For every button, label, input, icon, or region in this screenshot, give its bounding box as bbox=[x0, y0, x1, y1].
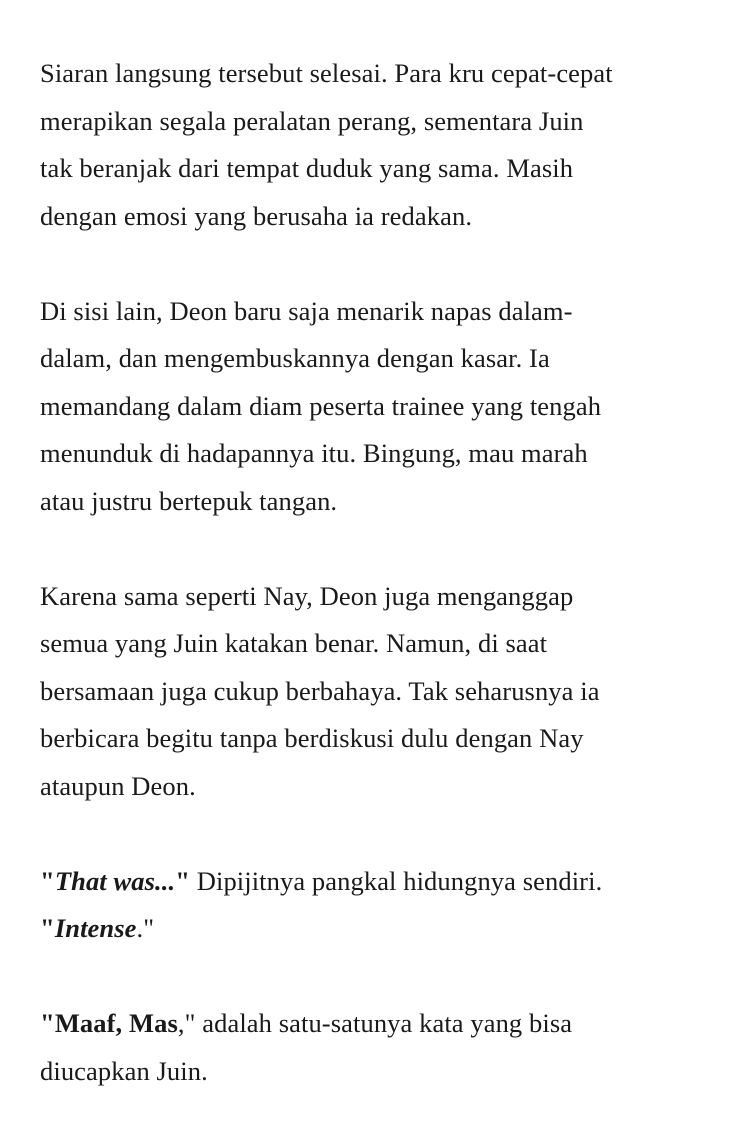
text-line: Di sisi lain, Deon baru saja menarik napas dalam- bbox=[40, 295, 573, 326]
text-line: bersamaan juga cukup berbahaya. Tak seharusnya ia bbox=[40, 675, 600, 706]
dialogue-line bbox=[40, 905, 720, 953]
quote-mark: " bbox=[175, 865, 191, 896]
text-line: diucapkan Juin. bbox=[40, 1055, 208, 1086]
quote-mark: " bbox=[40, 1008, 55, 1038]
text-line: atau justru bertepuk tangan. bbox=[40, 485, 338, 516]
emphasis-text: Intense bbox=[54, 913, 137, 943]
text-line: merapikan segala peralatan perang, sementara Juin bbox=[40, 105, 584, 136]
quote-mark: ." bbox=[136, 913, 155, 943]
text-line: dalam, dan mengembuskannya dengan kasar. Ia bbox=[40, 343, 550, 373]
paragraph-4-dialogue bbox=[40, 858, 720, 953]
text-line: Siaran langsung tersebut selesai. Para kru cepat-cepat bbox=[40, 58, 613, 88]
dialogue-line bbox=[40, 858, 720, 906]
text-line: menunduk di hadapannya itu. Bingung, mau marah bbox=[40, 438, 588, 468]
emphasis-text: That was... bbox=[54, 865, 176, 896]
text-line: Karena sama seperti Nay, Deon juga menganggap bbox=[40, 580, 574, 611]
paragraph-2 bbox=[40, 288, 720, 526]
narration-text: ," adalah satu-satunya kata yang bisa bbox=[177, 1008, 573, 1038]
quote-mark: " bbox=[40, 913, 55, 943]
story-text bbox=[40, 50, 720, 1095]
narration-text: Dipijitnya pangkal hidungnya sendiri. bbox=[190, 865, 603, 896]
text-line: berbicara begitu tanpa berdiskusi dulu dengan Nay bbox=[40, 723, 584, 753]
text-line: ataupun Deon. bbox=[40, 770, 196, 801]
text-line: semua yang Juin katakan benar. Namun, di saat bbox=[40, 628, 548, 658]
paragraph-3 bbox=[40, 573, 720, 811]
text-line: memandang dalam diam peserta trainee yang tengah bbox=[40, 390, 602, 421]
paragraph-5-dialogue bbox=[40, 1000, 720, 1095]
text-line: dengan emosi yang berusaha ia redakan. bbox=[40, 200, 473, 231]
dialogue-line bbox=[40, 1000, 720, 1048]
emphasis-text: Maaf, Mas bbox=[54, 1008, 178, 1038]
paragraph-1 bbox=[40, 50, 720, 240]
text-line: tak beranjak dari tempat duduk yang sama. Masih bbox=[40, 153, 574, 183]
quote-mark: " bbox=[40, 865, 55, 896]
